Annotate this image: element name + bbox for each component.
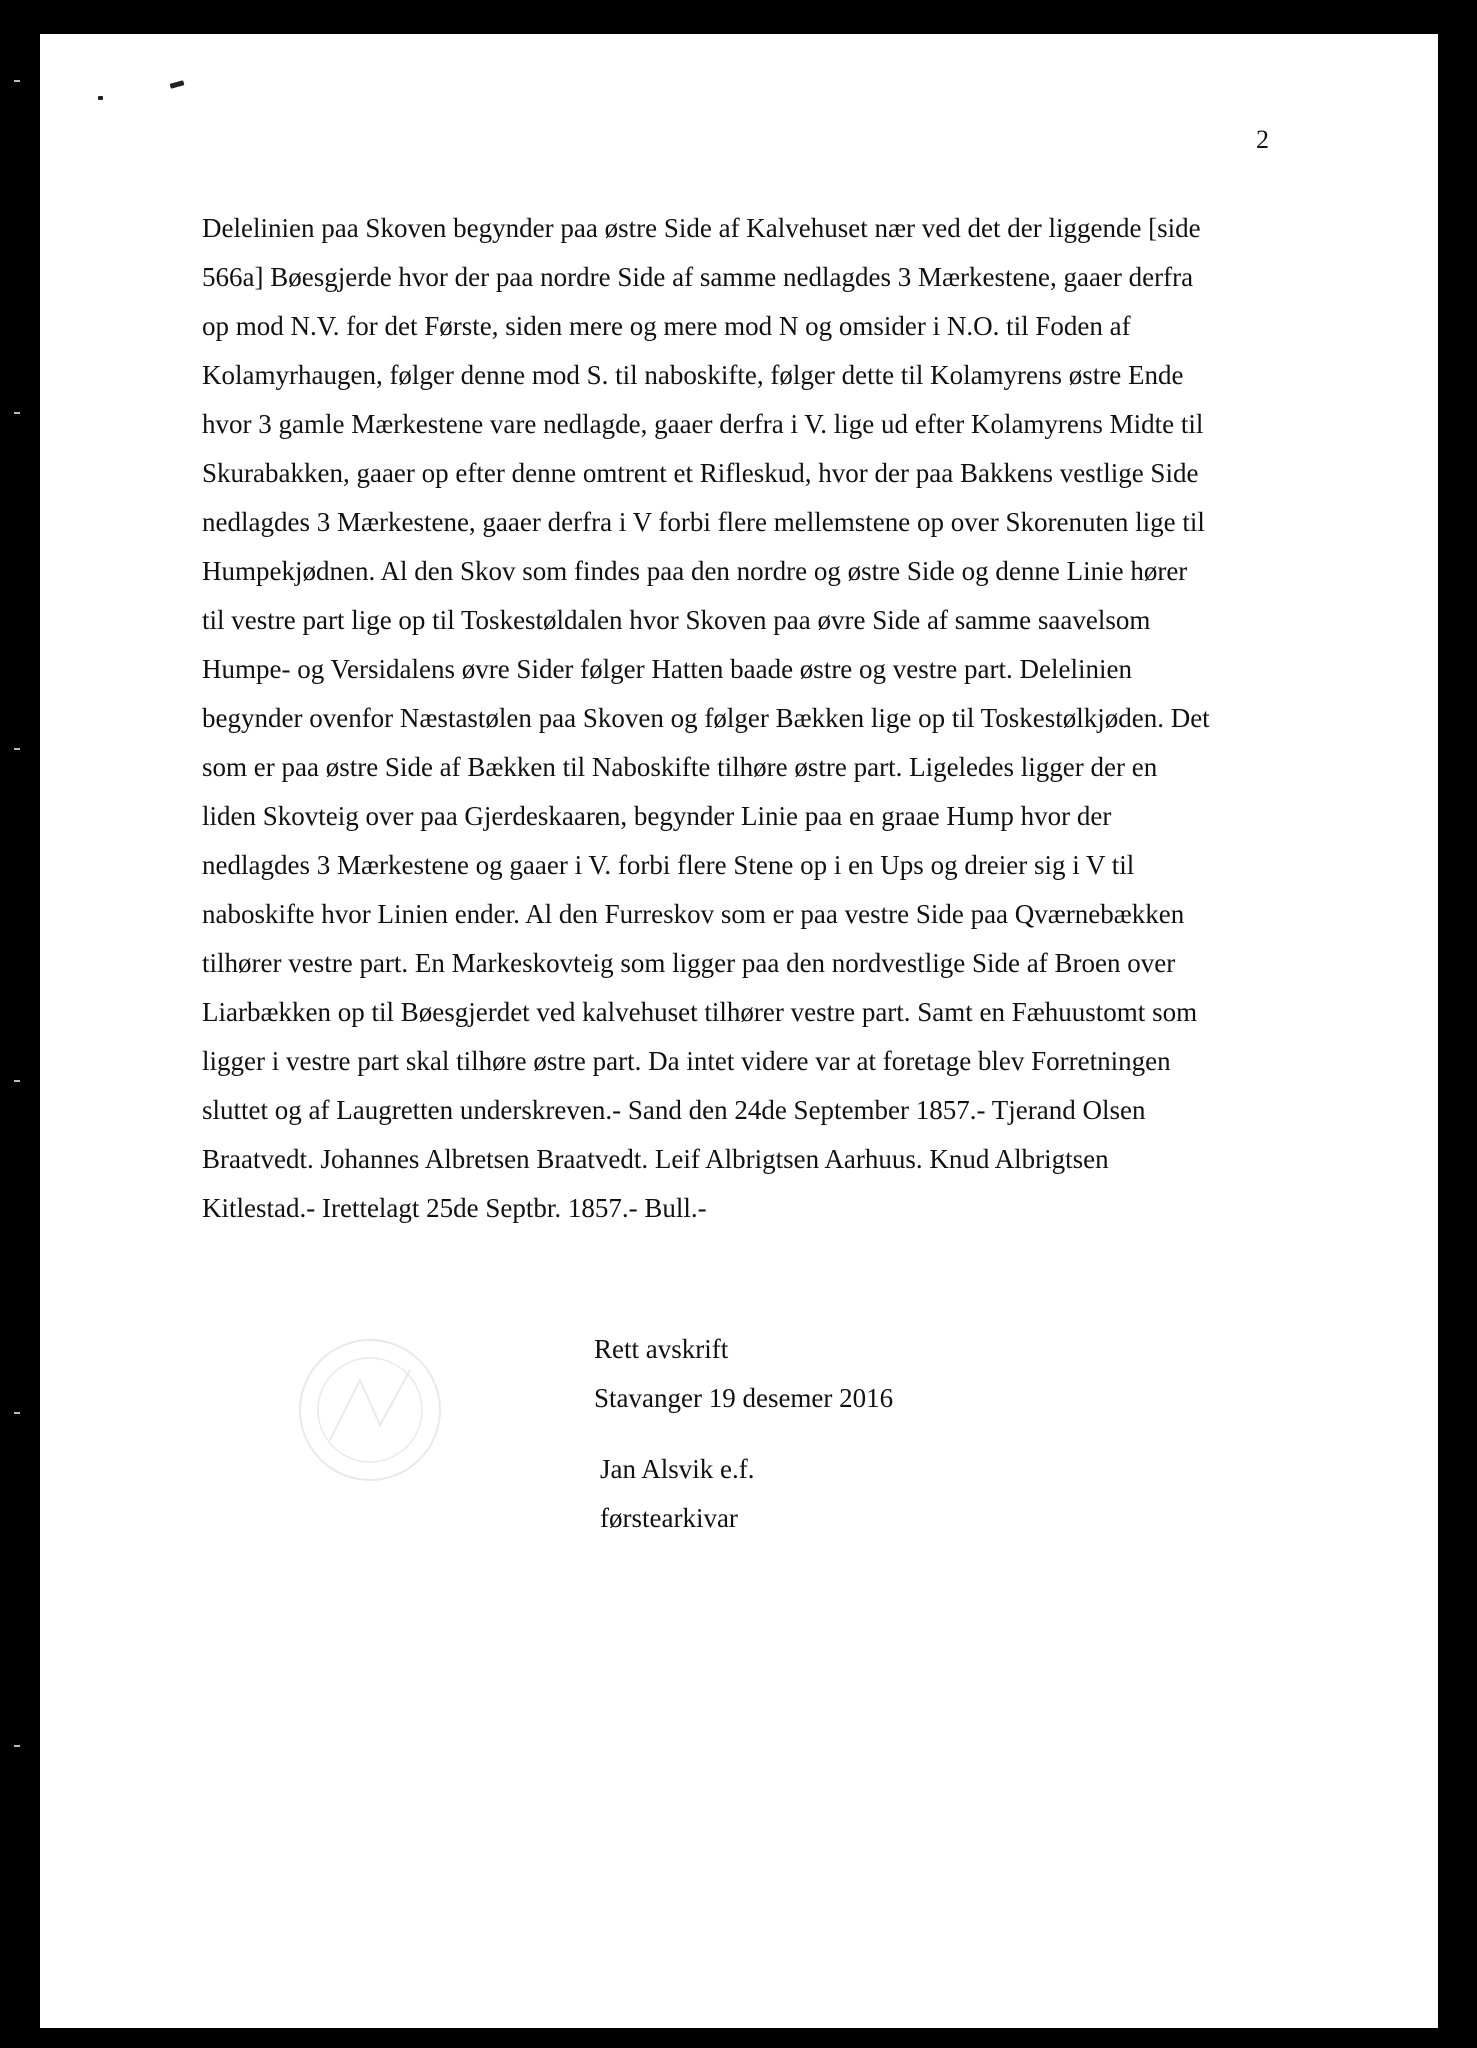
scan-edge-mark xyxy=(14,1412,20,1414)
body-line: Braatvedt. Johannes Albretsen Braatvedt. Leif Albrigtsen Aarhuus. Knud Albrigtsen xyxy=(202,1144,1109,1174)
scan-edge-mark xyxy=(14,748,20,750)
page-number: 2 xyxy=(1256,125,1269,154)
body-line: nedlagdes 3 Mærkestene og gaaer i V. forbi flere Stene op i en Ups og dreier sig i V til xyxy=(202,850,1135,880)
body-line: tilhører vestre part. En Markeskovteig som ligger paa den nordvestlige Side af Broen over xyxy=(202,948,1176,978)
certification-block xyxy=(594,1325,893,1543)
signatory-title: førstearkivar xyxy=(600,1503,738,1533)
body-line: naboskifte hvor Linien ender. Al den Furreskov som er paa vestre Side paa Qværnebækken xyxy=(202,899,1185,929)
body-line: Delelinien paa Skoven begynder paa østre Side af Kalvehuset nær ved det der liggende [side xyxy=(202,213,1201,243)
body-line: Liarbækken op til Bøesgjerdet ved kalvehuset tilhører vestre part. Samt en Fæhuustomt som xyxy=(202,997,1198,1027)
body-line: op mod N.V. for det Første, siden mere og mere mod N og omsider i N.O. til Foden af xyxy=(202,311,1131,341)
body-line: hvor 3 gamle Mærkestene vare nedlagde, gaaer derfra i V. lige ud efter Kolamyrens Midte til xyxy=(202,409,1204,439)
body-line: nedlagdes 3 Mærkestene, gaaer derfra i V forbi flere mellemstene op over Skorenuten lige til xyxy=(202,507,1205,537)
scan-edge-mark xyxy=(14,1080,20,1082)
body-line: ligger i vestre part skal tilhøre østre part. Da intet videre var at foretage blev Forretningen xyxy=(202,1046,1171,1076)
page-edge-shadow xyxy=(1438,150,1444,2010)
scan-speck xyxy=(98,96,103,100)
body-line: liden Skovteig over paa Gjerdeskaaren, begynder Linie paa en graae Hump hvor der xyxy=(202,801,1112,831)
scan-edge-mark xyxy=(14,80,20,82)
body-line: Kitlestad.- Irettelagt 25de Septbr. 1857.- Bull.- xyxy=(202,1193,707,1223)
body-line: som er paa østre Side af Bækken til Naboskifte tilhøre østre part. Ligeledes ligger der en xyxy=(202,752,1158,782)
faint-stamp-icon xyxy=(290,1330,450,1490)
body-line: sluttet og af Laugretten underskreven.- Sand den 24de September 1857.- Tjerand Olsen xyxy=(202,1095,1146,1125)
body-line: Kolamyrhaugen, følger denne mod S. til naboskifte, følger dette til Kolamyrens østre Ende xyxy=(202,360,1184,390)
body-line: Skurabakken, gaaer op efter denne omtrent et Rifleskud, hvor der paa Bakkens vestlige Side xyxy=(202,458,1199,488)
signatory-name: Jan Alsvik e.f. xyxy=(600,1454,755,1484)
certification-place-date: Stavanger 19 desemer 2016 xyxy=(594,1383,894,1413)
body-line: begynder ovenfor Næstastølen paa Skoven og følger Bækken lige op til Toskestølkjøden. Det xyxy=(202,703,1210,733)
scan-edge-mark xyxy=(14,412,20,414)
certification-label: Rett avskrift xyxy=(594,1334,729,1364)
document-body xyxy=(202,204,1282,1233)
body-line: Humpekjødnen. Al den Skov som findes paa den nordre og østre Side og denne Linie hører xyxy=(202,556,1188,586)
scan-edge-mark xyxy=(14,1745,20,1747)
body-line: 566a] Bøesgjerde hvor der paa nordre Side af samme nedlagdes 3 Mærkestene, gaaer derfra xyxy=(202,262,1194,292)
body-line: til vestre part lige op til Toskestøldalen hvor Skoven paa øvre Side af samme saavelsom xyxy=(202,605,1151,635)
body-line: Humpe- og Versidalens øvre Sider følger Hatten baade østre og vestre part. Delelinien xyxy=(202,654,1132,684)
